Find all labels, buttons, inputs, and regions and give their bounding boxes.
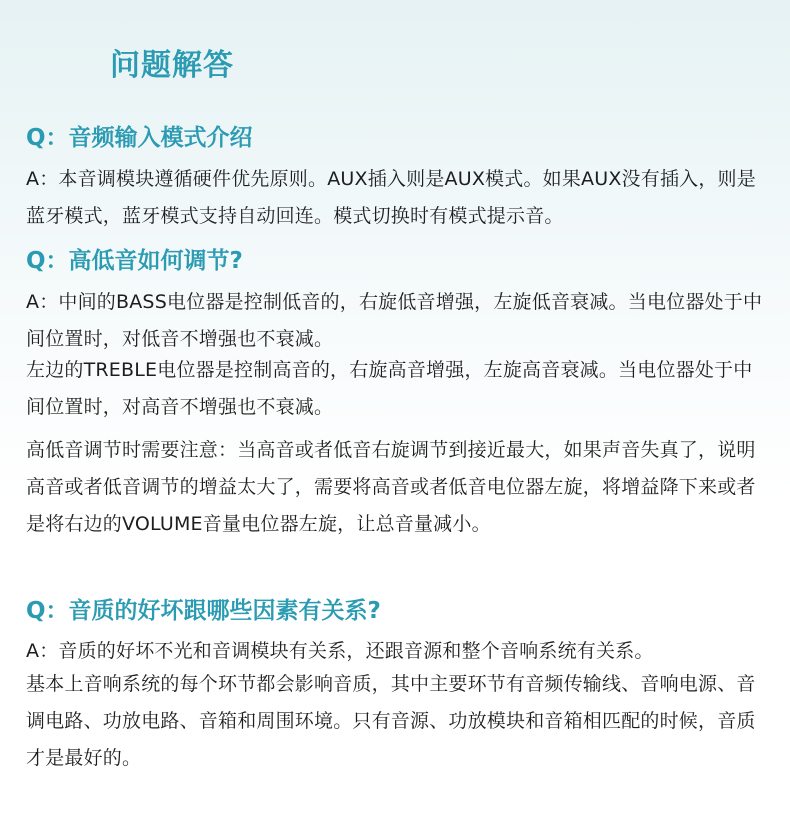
answer-paragraph: 高低音调节时需要注意：当高音或者低音右旋调节到接近最大，如果声音失真了，说明高音或者低音调节的增益太大了，需要将高音或者低音电位器左旋，将增益降下来或者是将右边的VOLUME音量电位器左旋，让总音量减小。 xyxy=(26,439,756,535)
question-heading: Q：高低音如何调节? xyxy=(26,248,243,274)
answer-paragraph: A：音质的好坏不光和音调模块有关系，还跟音源和整个音响系统有关系。 xyxy=(26,640,654,662)
answer-paragraph: 基本上音响系统的每个环节都会影响音质，其中主要环节有音频传输线、音响电源、音调电路、功放电路、音箱和周围环境。只有音源、功放模块和音箱相匹配的时候，音质才是最好的。 xyxy=(26,673,756,769)
answer-body xyxy=(26,284,770,543)
qa-section-sound-quality xyxy=(26,595,770,777)
page-title: 问题解答 xyxy=(110,48,234,83)
answer-paragraph: A：本音调模块遵循硬件优先原则。AUX插入则是AUX模式。如果AUX没有插入，则是蓝牙模式，蓝牙模式支持自动回连。模式切换时有模式提示音。 xyxy=(26,168,756,227)
question-heading: Q：音质的好坏跟哪些因素有关系? xyxy=(26,598,381,624)
answer-paragraph: A：中间的BASS电位器是控制低音的，右旋低音增强，左旋低音衰减。当电位器处于中间位置时，对低音不增强也不衰减。 xyxy=(26,291,763,350)
answer-body xyxy=(26,633,770,777)
answer-paragraph: 左边的TREBLE电位器是控制高音的，右旋高音增强，左旋高音衰减。当电位器处于中间位置时，对高音不增强也不衰减。 xyxy=(26,359,753,418)
answer-body xyxy=(26,161,770,235)
qa-section-input-mode xyxy=(26,122,770,235)
qa-section-bass-treble xyxy=(26,245,770,543)
question-heading: Q：音频输入模式介绍 xyxy=(26,125,253,151)
